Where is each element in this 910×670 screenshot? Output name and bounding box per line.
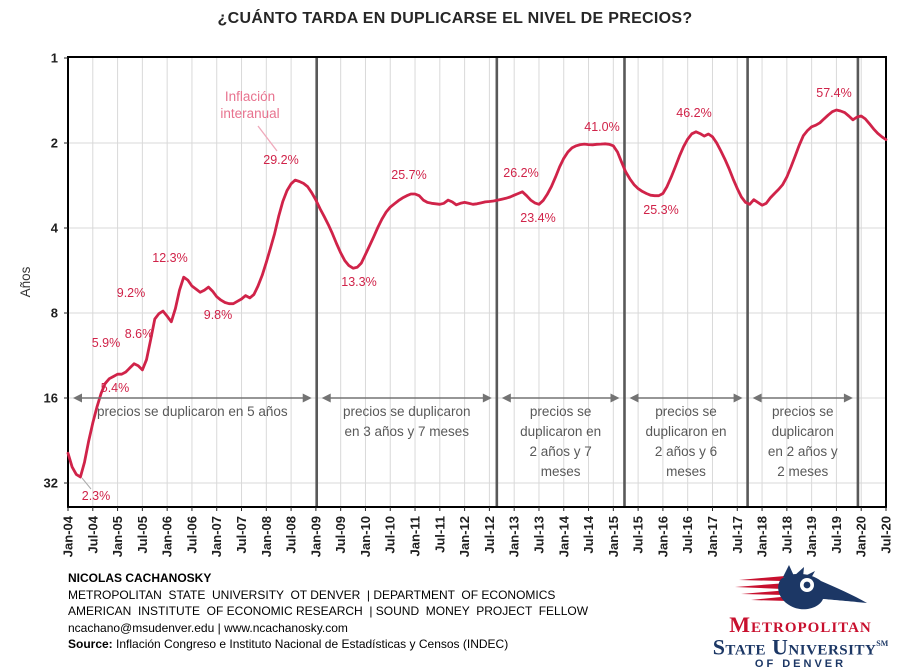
- x-axis-label: Jul-17: [729, 516, 745, 554]
- data-label: 29.2%: [263, 153, 299, 167]
- roadrunner-eye: [803, 582, 810, 589]
- x-axis-label: Jul-06: [184, 516, 200, 554]
- x-axis-label: Jan-11: [407, 516, 423, 557]
- source-label: Source:: [68, 637, 113, 651]
- inflation-line: [68, 110, 886, 477]
- doubling-period-label: precios se duplicaron en 2 años y 7 meses: [520, 404, 602, 479]
- data-label: 9.8%: [203, 308, 233, 322]
- x-axis-label: Jul-10: [382, 516, 398, 554]
- series-label: Inflación interanual: [220, 89, 280, 121]
- x-axis-label: Jul-20: [878, 516, 894, 554]
- data-label: 5.4%: [100, 381, 130, 395]
- data-label: 41.0%: [584, 120, 620, 134]
- logo-text-state-university: State University℠: [712, 634, 889, 660]
- x-axis-label: Jan-08: [258, 516, 274, 558]
- chart-title: ¿CUÁNTO TARDA EN DUPLICARSE EL NIVEL DE PRECIOS?: [217, 10, 693, 27]
- affiliation-line-2: AMERICAN INSTITUTE OF ECONOMIC RESEARCH | SOUND MONEY PROJECT FELLOW: [68, 604, 589, 618]
- arrowhead-left: [629, 394, 638, 403]
- data-label: 57.4%: [816, 86, 852, 100]
- roadrunner-head: [778, 565, 867, 609]
- y-axis-label: 1: [50, 50, 58, 66]
- data-label: 46.2%: [676, 106, 712, 120]
- y-axis-label: 8: [50, 305, 58, 321]
- doubling-period-label: precios se duplicaron en 3 años y 7 meses: [342, 404, 471, 439]
- x-axis-label: Jul-11: [432, 516, 448, 553]
- x-axis-label: Jan-14: [556, 516, 572, 558]
- y-axis-label: 2: [50, 135, 58, 151]
- x-axis-label: Jul-13: [531, 516, 547, 554]
- author-name: NICOLAS CACHANOSKY: [68, 571, 212, 585]
- arrowhead-right: [844, 394, 853, 403]
- logo-text-metropolitan: Metropolitan: [729, 612, 872, 637]
- arrowhead-left: [73, 394, 82, 403]
- data-label: 13.3%: [341, 275, 377, 289]
- data-label: 25.3%: [643, 203, 679, 217]
- arrowhead-left: [753, 394, 762, 403]
- data-label: 8.6%: [124, 327, 154, 341]
- x-axis-label: Jul-08: [283, 516, 299, 554]
- x-axis-label: Jan-16: [655, 516, 671, 558]
- x-axis-label: Jan-17: [704, 516, 720, 558]
- affiliation-line-1: METROPOLITAN STATE UNIVERSITY OT DENVER | DEPARTMENT OF ECONOMICS: [68, 587, 556, 602]
- x-axis-label: Jul-09: [333, 516, 349, 554]
- data-label: 2.3%: [81, 489, 111, 503]
- x-axis-label: Jan-10: [357, 516, 373, 558]
- x-axis-label: Jul-14: [581, 516, 597, 554]
- msu-denver-logo: [698, 563, 903, 670]
- x-axis-label: Jan-18: [754, 516, 770, 558]
- contact-line: ncachano@msudenver.edu | www.ncachanosky.com: [68, 620, 348, 635]
- data-label: 12.3%: [152, 251, 188, 265]
- arrowhead-right: [303, 394, 312, 403]
- x-axis-label: Jul-12: [481, 516, 497, 554]
- x-axis-label: Jan-15: [605, 516, 621, 558]
- arrowhead-right: [734, 394, 743, 403]
- arrowhead-right: [610, 394, 619, 403]
- x-axis-label: Jan-12: [457, 516, 473, 558]
- x-axis-label: Jan-19: [804, 516, 820, 558]
- arrowhead-left: [322, 394, 331, 403]
- footer-credits: [68, 570, 588, 669]
- arrowhead-right: [483, 394, 492, 403]
- arrowhead-left: [502, 394, 511, 403]
- x-axis-label: Jul-05: [134, 516, 150, 554]
- x-axis-label: Jan-13: [506, 516, 522, 558]
- data-label: 25.7%: [391, 168, 427, 182]
- x-axis-label: Jan-20: [853, 516, 869, 558]
- service-mark: SM: [876, 639, 889, 648]
- source-text: Inflación Congreso e Instituto Nacional de Estadísticas y Censos (INDEC): [112, 637, 509, 651]
- data-label: 23.4%: [520, 211, 556, 225]
- x-axis-label: Jan-09: [308, 516, 324, 558]
- y-axis-title: Años: [18, 266, 33, 298]
- x-axis-label: Jan-07: [209, 516, 225, 558]
- y-axis-label: 16: [43, 390, 58, 406]
- x-axis-label: Jul-19: [828, 516, 844, 554]
- y-axis-label: 4: [50, 220, 58, 236]
- doubling-period-label: precios se duplicaron en 5 años: [97, 404, 288, 419]
- data-label: 9.2%: [116, 286, 146, 300]
- data-label: 26.2%: [503, 166, 539, 180]
- y-axis-label: 32: [43, 475, 58, 491]
- x-axis-label: Jul-04: [85, 516, 101, 554]
- roadrunner-icon: [731, 563, 871, 615]
- x-axis-label: Jan-05: [110, 516, 126, 558]
- x-axis-label: Jan-06: [159, 516, 175, 558]
- doubling-period-label: precios se duplicaron en 2 años y 6 meses: [645, 404, 727, 479]
- x-axis-label: Jul-15: [630, 516, 646, 554]
- x-axis-label: Jan-04: [60, 516, 76, 558]
- logo-text-of-denver: OF DENVER: [754, 658, 847, 670]
- x-axis-label: Jul-18: [779, 516, 795, 554]
- series-label-leader: [258, 126, 277, 151]
- data-label: 5.9%: [91, 336, 121, 350]
- doubling-period-label: precios se duplicaron en 2 años y 2 meses: [767, 404, 838, 479]
- x-axis-label: Jul-16: [680, 516, 696, 554]
- x-axis-label: Jul-07: [234, 516, 250, 554]
